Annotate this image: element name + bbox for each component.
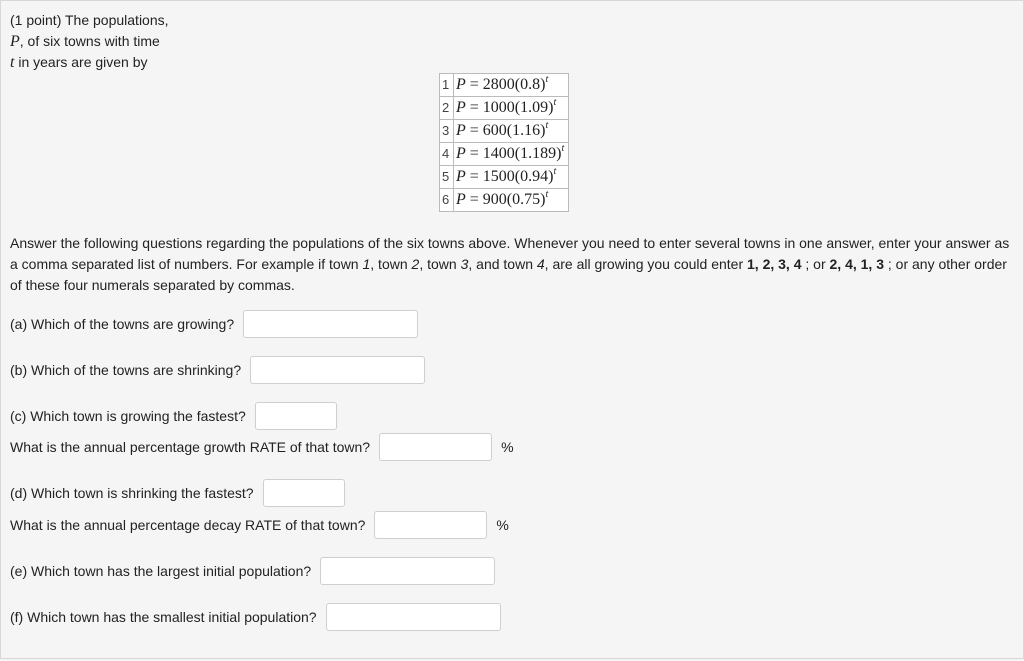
table-row bbox=[440, 97, 569, 120]
town-number: 1 bbox=[440, 74, 454, 97]
instr-text: Answer the following questions regarding the populations of the six towns above. Whenever you need to enter several towns in one answer, enter your answer as a comma separated list of numbers. For example if town bbox=[10, 235, 1010, 272]
table-row bbox=[440, 189, 569, 212]
instr-text: , and town bbox=[468, 256, 537, 272]
percent-unit: % bbox=[496, 517, 509, 533]
decay-rate-input[interactable] bbox=[374, 511, 487, 539]
population-formula bbox=[454, 120, 569, 143]
intro-line-2 bbox=[10, 31, 169, 52]
population-formula bbox=[454, 189, 569, 212]
answer-f-input[interactable] bbox=[326, 603, 501, 631]
formula-rhs: = 1000(1.09) bbox=[465, 99, 554, 116]
answer-b-input[interactable] bbox=[250, 356, 425, 384]
question-d-rate-label: What is the annual percentage decay RATE of that town? bbox=[10, 517, 366, 533]
formula-rhs: = 600(1.16) bbox=[465, 122, 546, 139]
table-row bbox=[440, 166, 569, 189]
population-table bbox=[439, 73, 569, 212]
population-formula bbox=[454, 74, 569, 97]
instr-text: ; or any other order of these four numerals separated by commas. bbox=[10, 256, 1007, 293]
question-c-label: (c) Which town is growing the fastest? bbox=[10, 408, 246, 424]
question-a-label: (a) Which of the towns are growing? bbox=[10, 316, 235, 332]
population-formula bbox=[454, 97, 569, 120]
instr-town: 4 bbox=[536, 256, 545, 272]
instr-town: 2 bbox=[411, 256, 420, 272]
intro-line-3 bbox=[10, 52, 169, 73]
question-b-label: (b) Which of the towns are shrinking? bbox=[10, 362, 242, 378]
instr-example: 1, 2, 3, 4 bbox=[747, 256, 802, 272]
instr-text: , are all growing you could enter bbox=[544, 256, 748, 272]
table-row bbox=[440, 120, 569, 143]
answer-a-input[interactable] bbox=[243, 310, 418, 338]
problem-intro bbox=[10, 10, 169, 73]
intro-line-3-text: in years are given by bbox=[14, 54, 148, 70]
table-row bbox=[440, 74, 569, 97]
instr-text: , town bbox=[419, 256, 461, 272]
town-number: 2 bbox=[440, 97, 454, 120]
town-number: 6 bbox=[440, 189, 454, 212]
formula-exponent: t bbox=[561, 143, 565, 154]
intro-line-2-text: , of six towns with time bbox=[19, 33, 160, 49]
answer-d-input[interactable] bbox=[263, 479, 345, 507]
question-d-rate bbox=[10, 511, 509, 539]
formula-exponent: t bbox=[553, 166, 557, 177]
question-c-rate-label: What is the annual percentage growth RATE of that town? bbox=[10, 439, 371, 455]
percent-unit: % bbox=[501, 439, 514, 455]
formula-exponent: t bbox=[553, 97, 557, 108]
population-formula bbox=[454, 166, 569, 189]
intro-line-1: (1 point) The populations, bbox=[10, 12, 169, 28]
answer-c-input[interactable] bbox=[255, 402, 337, 430]
var-t: t bbox=[10, 54, 15, 71]
formula-lhs: P bbox=[456, 76, 466, 93]
formula-rhs: = 900(0.75) bbox=[465, 191, 546, 208]
town-number: 5 bbox=[440, 166, 454, 189]
formula-rhs: = 2800(0.8) bbox=[465, 76, 546, 93]
formula-lhs: P bbox=[456, 168, 466, 185]
formula-exponent: t bbox=[545, 120, 549, 131]
formula-lhs: P bbox=[456, 122, 466, 139]
growth-rate-input[interactable] bbox=[379, 433, 492, 461]
town-number: 4 bbox=[440, 143, 454, 166]
instructions-paragraph bbox=[10, 233, 1015, 296]
formula-lhs: P bbox=[456, 99, 466, 116]
question-e bbox=[10, 557, 495, 585]
formula-rhs: = 1500(0.94) bbox=[465, 168, 554, 185]
formula-lhs: P bbox=[456, 191, 466, 208]
instr-text: ; or bbox=[801, 256, 830, 272]
question-f-label: (f) Which town has the smallest initial population? bbox=[10, 609, 317, 625]
instr-text: , town bbox=[370, 256, 412, 272]
instr-town: 1 bbox=[362, 256, 371, 272]
question-d bbox=[10, 479, 345, 507]
formula-exponent: t bbox=[545, 74, 549, 85]
question-e-label: (e) Which town has the largest initial population? bbox=[10, 563, 312, 579]
population-formula bbox=[454, 143, 569, 166]
instr-example: 2, 4, 1, 3 bbox=[829, 256, 884, 272]
question-c bbox=[10, 402, 337, 430]
formula-lhs: P bbox=[456, 145, 466, 162]
formula-rhs: = 1400(1.189) bbox=[465, 145, 562, 162]
question-f bbox=[10, 603, 501, 631]
var-p: P bbox=[10, 33, 20, 50]
instr-town: 3 bbox=[460, 256, 469, 272]
answer-e-input[interactable] bbox=[320, 557, 495, 585]
question-d-label: (d) Which town is shrinking the fastest? bbox=[10, 485, 254, 501]
table-row bbox=[440, 143, 569, 166]
question-c-rate bbox=[10, 433, 514, 461]
question-a bbox=[10, 310, 418, 338]
question-b bbox=[10, 356, 425, 384]
formula-exponent: t bbox=[545, 189, 549, 200]
town-number: 3 bbox=[440, 120, 454, 143]
